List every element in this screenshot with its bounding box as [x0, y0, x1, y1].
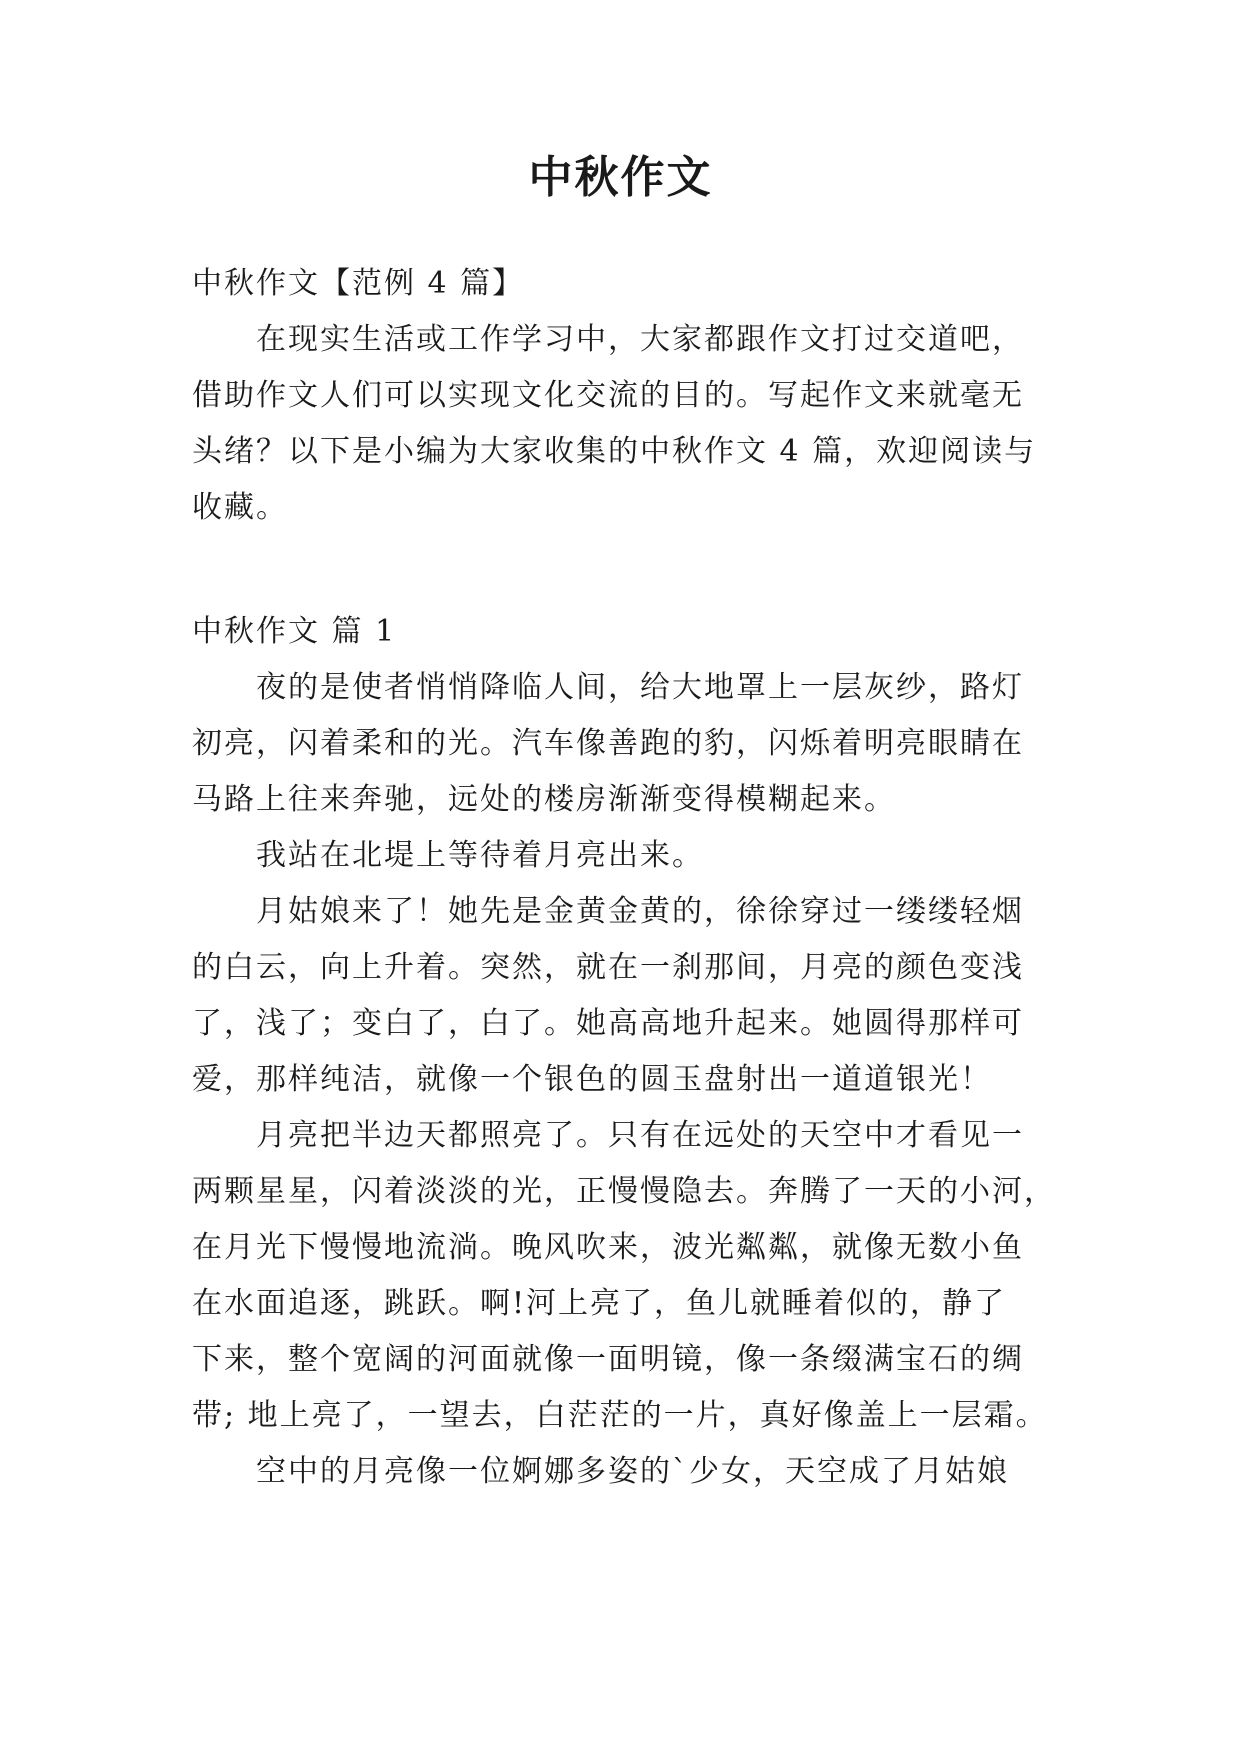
paragraph-line: 带; 地上亮了，一望去，白茫茫的一片，真好像盖上一层霜。 [192, 1398, 1048, 1433]
paragraph-line: 的白云，向上升着。突然，就在一刹那间，月亮的颜色变浅 [192, 950, 1024, 985]
paragraph-line: 马路上往来奔驰，远处的楼房渐渐变得模糊起来。 [192, 782, 896, 817]
paragraph-line: 空中的月亮像一位婀娜多姿的`少女，天空成了月姑娘 [256, 1454, 1009, 1489]
paragraph-line: 头绪？以下是小编为大家收集的中秋作文 4 篇，欢迎阅读与 [192, 434, 1037, 469]
paragraph-line: 收藏。 [192, 490, 288, 525]
document-title: 中秋作文 [528, 152, 713, 203]
paragraph-line: 两颗星星，闪着淡淡的光，正慢慢隐去。奔腾了一天的小河， [192, 1174, 1056, 1209]
section-heading: 中秋作文 篇 1 [192, 614, 397, 649]
paragraph-line: 夜的是使者悄悄降临人间，给大地罩上一层灰纱，路灯 [256, 670, 1024, 705]
paragraph-line: 爱，那样纯洁，就像一个银色的圆玉盘射出一道道银光！ [192, 1062, 992, 1097]
paragraph-line: 下来，整个宽阔的河面就像一面明镜，像一条缀满宝石的绸 [192, 1342, 1024, 1377]
paragraph-line: 月亮把半边天都照亮了。只有在远处的天空中才看见一 [256, 1118, 1024, 1153]
paragraph-line: 初亮，闪着柔和的光。汽车像善跑的豹，闪烁着明亮眼睛在 [192, 726, 1024, 761]
paragraph-line: 在水面追逐，跳跃。啊!河上亮了，鱼儿就睡着似的，静了 [192, 1286, 1007, 1321]
paragraph-line: 我站在北堤上等待着月亮出来。 [256, 838, 704, 873]
paragraph-line: 月姑娘来了！她先是金黄金黄的，徐徐穿过一缕缕轻烟 [256, 894, 1024, 929]
section-heading: 中秋作文【范例 4 篇】 [192, 266, 525, 301]
paragraph-line: 在月光下慢慢地流淌。晚风吹来，波光粼粼，就像无数小鱼 [192, 1230, 1024, 1265]
paragraph-line: 了，浅了；变白了，白了。她高高地升起来。她圆得那样可 [192, 1006, 1024, 1041]
paragraph-line: 在现实生活或工作学习中，大家都跟作文打过交道吧， [256, 322, 1024, 357]
paragraph-line: 借助作文人们可以实现文化交流的目的。写起作文来就毫无 [192, 378, 1024, 413]
